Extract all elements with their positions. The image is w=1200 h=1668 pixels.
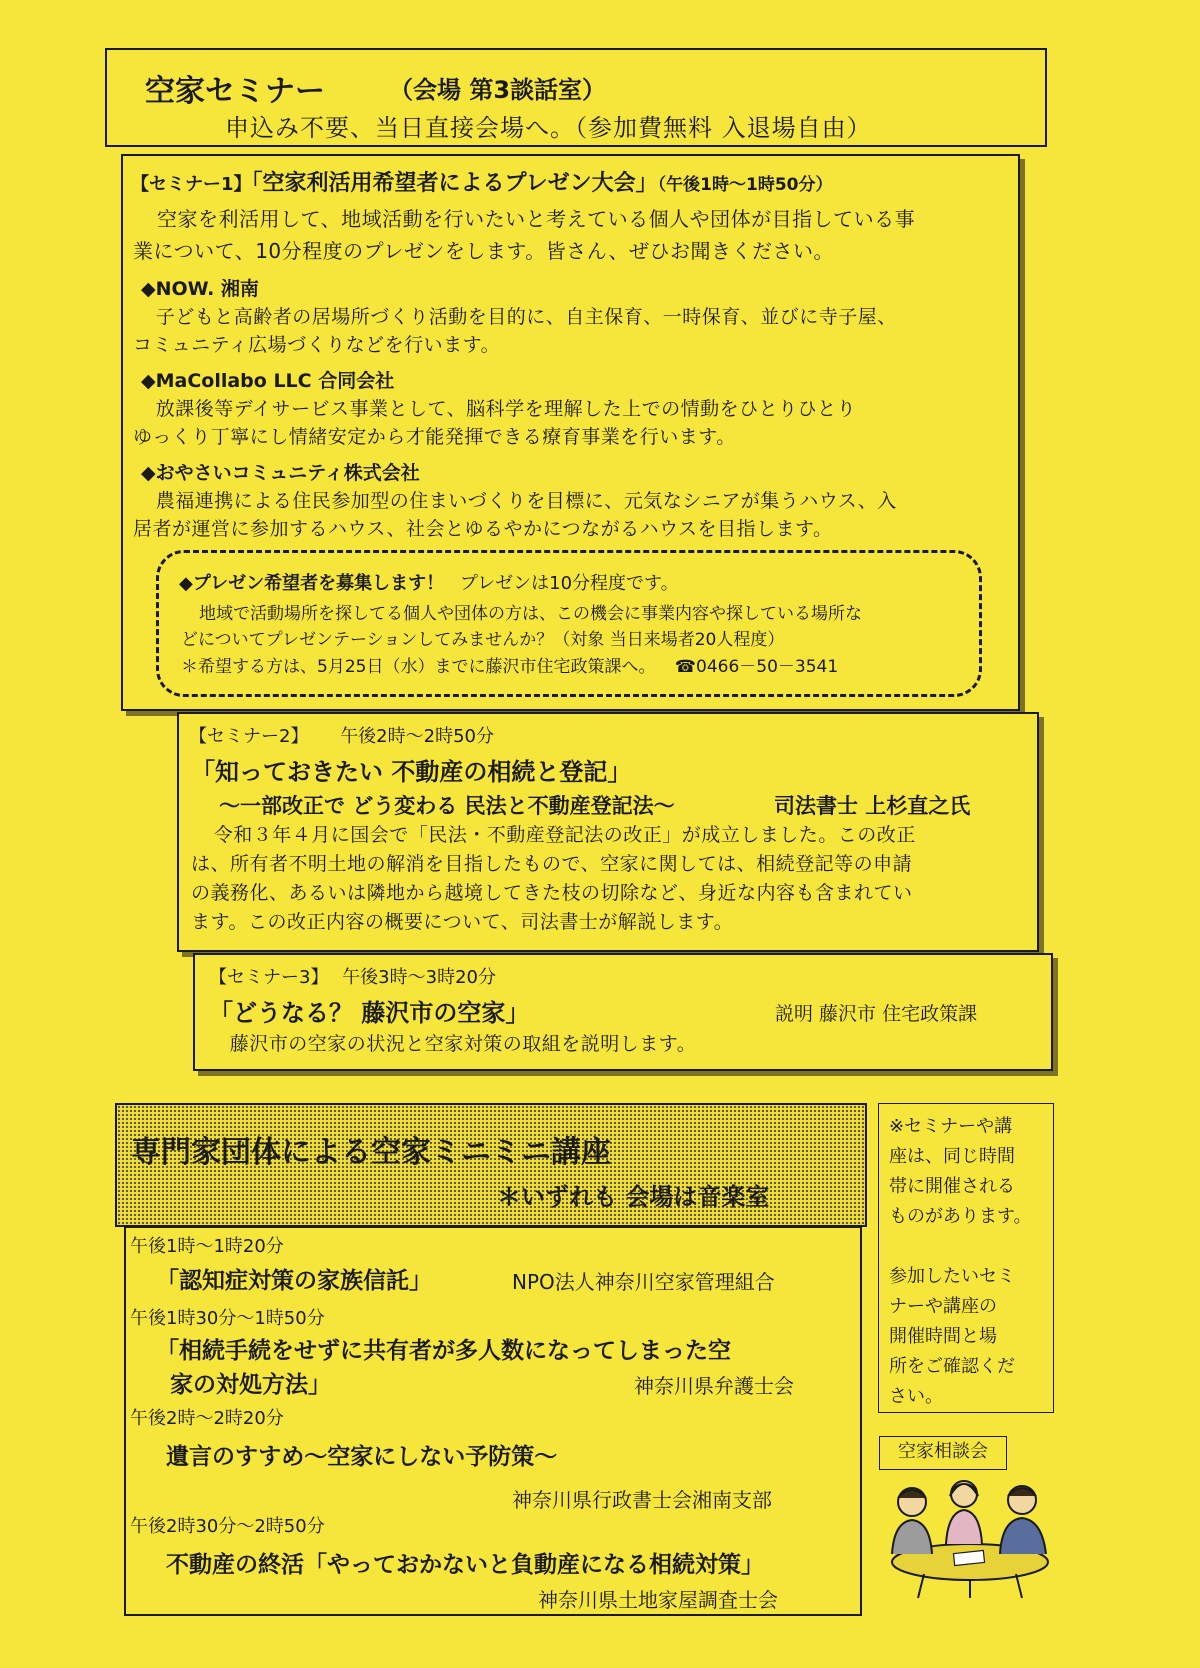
mini-item-title: 「認知症対策の家族信託」 [156, 1268, 432, 1294]
recruit-heading [179, 569, 679, 595]
side-note-line: 所をご確認くだ [889, 1356, 1015, 1377]
seminar2-subtitle: ～一部改正で どう変わる 民法と不動産登記法～ [219, 794, 675, 818]
recruit-line-1: 地域で活動場所を探してる個人や団体の方は、この機会に事業内容や探している場所な [199, 604, 862, 624]
person-middle-icon [946, 1481, 982, 1544]
seminar3-header [209, 963, 496, 989]
seminar2-header [189, 722, 494, 748]
seminar1-intro-2: 業について、10分程度のプレゼンをします。皆さん、ぜひお聞きください。 [133, 239, 834, 263]
org-desc-1: 放課後等デイサービス事業として、脳科学を理解した上での情動をひとりひとり [155, 398, 857, 420]
mini-item-org: 神奈川県弁護士会 [634, 1374, 794, 1398]
seminar1-box [121, 154, 1020, 711]
mini-time: 午後1時～1時20分 [130, 1236, 284, 1257]
org-name: ◆MaCollabo LLC 合同会社 [141, 370, 395, 392]
mini-item-org: 神奈川県土地家屋調査士会 [538, 1588, 778, 1612]
mini-item-title: 遺言のすすめ～空家にしない予防策～ [166, 1444, 558, 1470]
mini-list-box [124, 1226, 862, 1616]
seminar2-body-2: は、所有者不明土地の解消を目指したもので、空家に関しては、相続登記等の申請 [191, 853, 913, 875]
side-note-box [878, 1103, 1054, 1413]
seminar3-title: 「どうなる？ 藤沢市の空家」 [209, 999, 530, 1027]
consult-illustration [884, 1474, 1060, 1600]
person-right-icon [1000, 1486, 1046, 1554]
seminar1-heading [131, 166, 832, 197]
org-desc-1: 子どもと高齢者の居場所づくり活動を目的に、自主保育、一時保育、並びに寺子屋、 [155, 306, 897, 328]
seminar1-intro-1: 空家を利活用して、地域活動を行いたいと考えている個人や団体が目指している事 [157, 207, 916, 231]
seminar2-label: 【セミナー2】 [189, 726, 309, 747]
seminar2-body-1: 令和３年４月に国会で「民法・不動産登記法の改正」が成立しました。この改正 [213, 824, 916, 846]
side-note-line: ものがあります。 [889, 1206, 1032, 1227]
recruit-phone[interactable]: ☎0466－50－3541 [674, 657, 839, 677]
seminar3-time: 午後3時～3時20分 [342, 967, 496, 988]
seminar3-speaker: 説明 藤沢市 住宅政策課 [775, 1003, 978, 1025]
recruit-line-2: どについてプレゼンテーションしてみませんか？（対象 当日来場者20人程度） [181, 630, 785, 650]
header-title: 空家セミナー [145, 74, 325, 109]
side-note-line: 帯に開催される [889, 1176, 1015, 1197]
header-box [105, 48, 1047, 147]
org-name: ◆おやさいコミュニティ株式会社 [141, 462, 420, 484]
mini-item-org: 神奈川県行政書士会湘南支部 [512, 1488, 772, 1512]
recruit-note: プレゼンは10分程度です。 [459, 573, 679, 594]
mini-item-title: 「相続手続をせずに共有者が多人数になってしまった空 [156, 1338, 731, 1364]
org-desc-2: 居者が運営に参加するハウス、社会とゆるやかにつながるハウスを目指します。 [133, 518, 833, 540]
header-venue: （会場 第3談話室） [389, 76, 607, 104]
seminar3-body: 藤沢市の空家の状況と空家対策の取組を説明します。 [229, 1033, 697, 1055]
mini-time: 午後2時30分～2時50分 [130, 1516, 325, 1537]
seminar1-label: 【セミナー1】 [131, 174, 252, 195]
mini-time: 午後2時～2時20分 [130, 1408, 284, 1429]
mini-time: 午後1時30分～1時50分 [130, 1308, 325, 1329]
side-note-line: 参加したいセミ [889, 1266, 1015, 1287]
consult-label: 空家相談会 [879, 1436, 1007, 1470]
person-left-icon [892, 1488, 932, 1554]
mini-title: 専門家団体による空家ミニミニ講座 [131, 1135, 611, 1170]
side-note-line: 開催時間と場 [889, 1326, 997, 1347]
seminar2-title: 「知っておきたい 不動産の相続と登記」 [191, 758, 632, 786]
mini-item-org: NPO法人神奈川空家管理組合 [512, 1270, 775, 1294]
org-desc-1: 農福連携による住民参加型の住まいづくりを目標に、元気なシニアが集うハウス、入 [155, 490, 897, 512]
seminar1-title: 「空家利活用希望者によるプレゼン大会」 [251, 171, 658, 196]
mini-venue: ＊いずれも 会場は音楽室 [497, 1183, 770, 1211]
side-note-line: ナーや講座の [889, 1296, 997, 1317]
org-name: ◆NOW. 湘南 [141, 278, 259, 300]
document-icon [953, 1550, 984, 1565]
seminar1-time: （午後1時～1時50分） [657, 175, 833, 195]
seminar2-body-3: の義務化、あるいは隣地から越境してきた枝の切除など、身近な内容も含まれてい [191, 882, 913, 904]
header-subtitle: 申込み不要、当日直接会場へ。（参加費無料 入退場自由） [225, 114, 872, 142]
seminar3-label: 【セミナー3】 [209, 967, 329, 988]
side-note-line: 座は、同じ時間 [889, 1146, 1015, 1167]
seminar2-time: 午後2時～2時50分 [340, 726, 494, 747]
mini-title-box [115, 1103, 867, 1227]
recruit-deadline: ＊希望する方は、5月25日（水）までに藤沢市住宅政策課へ。 [181, 657, 656, 677]
recruit-title: ◆プレゼン希望者を募集します！ [179, 573, 445, 594]
seminar2-box [177, 712, 1039, 952]
seminar2-speaker: 司法書士 上杉直之氏 [774, 794, 971, 818]
side-note-line: さい。 [889, 1386, 943, 1407]
mini-item-title-cont: 家の対処方法」 [170, 1372, 331, 1398]
seminar3-box [193, 953, 1053, 1071]
seminar2-body-4: ます。この改正内容の概要について、司法書士が解説します。 [191, 911, 734, 933]
side-note-line: ※セミナーや講 [889, 1116, 1013, 1137]
recruit-line-3 [181, 652, 838, 677]
org-desc-2: ゆっくり丁寧にし情緒安定から才能発揮できる療育事業を行います。 [133, 426, 736, 448]
mini-item-title: 不動産の終活「やっておかないと負動産になる相続対策」 [166, 1552, 764, 1578]
org-desc-2: コミュニティ広場づくりなどを行います。 [133, 334, 501, 356]
recruit-box [156, 550, 982, 697]
